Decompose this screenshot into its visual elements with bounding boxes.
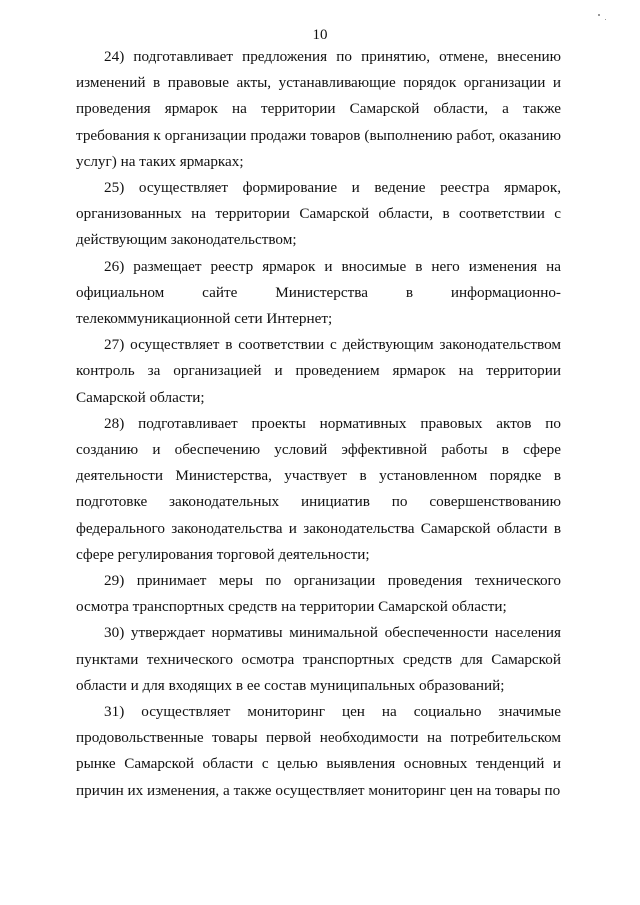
paragraph-item-29: 29) принимает меры по организации проведения технического осмотра транспортных средств на территории Самарской области; [76,572,561,616]
paragraph-item-31: 31) осуществляет мониторинг цен на социально значимые продовольственные товары первой необходимости на потребительском рынке Самарской области с целью выявления основных тенденций и причин их изменения, а также осуществляет мониторинг цен на товары по [76,703,561,799]
paragraph-item-24: 24) подготавливает предложения по принятию, отмене, внесению изменений в правовые акты, устанавливающие порядок организации и проведения ярмарок на территории Самарской области, а также требования к организации продажи товаров (выполнению работ, оказанию услуг) на таких ярмарках; [76,48,561,170]
scan-artifact-dot [598,14,600,16]
paragraph-item-30: 30) утверждает нормативы минимальной обеспеченности населения пунктами технического осмотра транспортных средств для Самарской области и для входящих в ее состав муниципальных образований; [76,624,561,694]
paragraph-item-28: 28) подготавливает проекты нормативных правовых актов по созданию и обеспечению условий эффективной работы в сфере деятельности Министерства, участвует в установленном порядке в подготовке законодательных инициатив по совершенствованию федерального законодательства и законодательства Самарской области в сфере регулирования торговой деятельности; [76,414,561,563]
paragraph-item-26: 26) размещает реестр ярмарок и вносимые в него изменения на официальном сайте Министерства в информационно-телекоммуникационной сети Интернет; [76,257,561,328]
page-number: 10 [312,27,328,43]
scan-artifact-dot [605,19,606,20]
paragraph-item-27: 27) осуществляет в соответствии с действующим законодательством контроль за организацией и проведением ярмарок на территории Самарской области; [76,336,561,406]
paragraph-item-25: 25) осуществляет формирование и ведение реестра ярмарок, организованных на территории Самарской области, в соответствии с действующим законодательством; [76,179,561,249]
document-body [76,44,561,804]
